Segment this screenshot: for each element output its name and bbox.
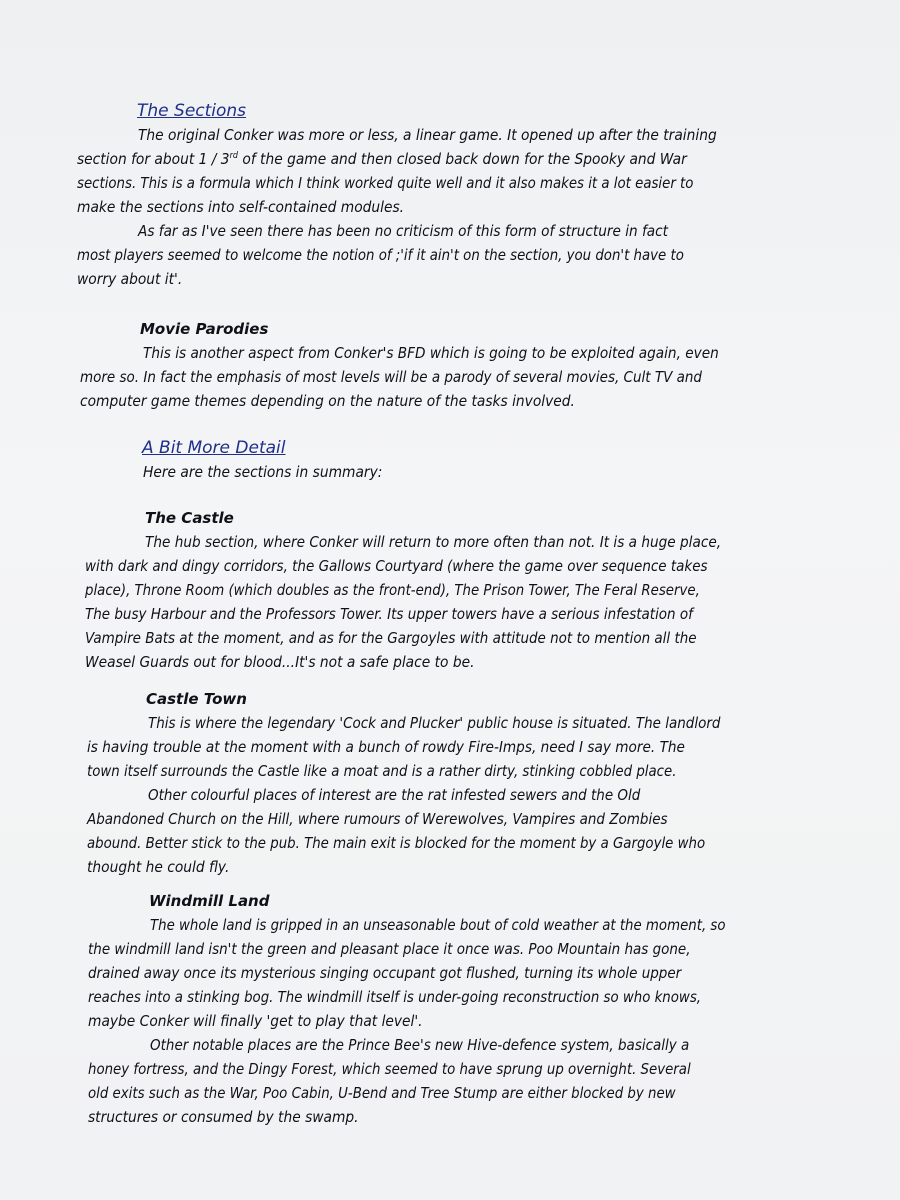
body-line: structures or consumed by the swamp. (88, 1108, 359, 1126)
body-line: This is where the legendary 'Cock and Plucker' public house is situated. The landlord (148, 714, 721, 732)
sections-heading: The Sections (137, 101, 247, 121)
body-line: Abandoned Church on the Hill, where rumours of Werewolves, Vampires and Zombies (87, 810, 668, 828)
body-line: honey fortress, and the Dingy Forest, which seemed to have sprung up overnight. Several (88, 1060, 691, 1078)
body-line: town itself surrounds the Castle like a moat and is a rather dirty, stinking cobbled place. (87, 762, 677, 780)
body-line: is having trouble at the moment with a bunch of rowdy Fire-Imps, need I say more. The (87, 738, 685, 756)
body-line: computer game themes depending on the nature of the tasks involved. (80, 392, 575, 410)
castle-heading: The Castle (145, 509, 234, 527)
body-line: worry about it'. (77, 270, 183, 288)
body-line: more so. In fact the emphasis of most levels will be a parody of several movies, Cult TV and (80, 368, 702, 386)
body-line: reaches into a stinking bog. The windmill itself is under-going reconstruction so who knows, (88, 988, 702, 1006)
detail-intro: Here are the sections in summary: (143, 463, 383, 481)
body-line: sections. This is a formula which I think worked quite well and it also makes it a lot easier to (77, 174, 694, 192)
body-line: old exits such as the War, Poo Cabin, U-Bend and Tree Stump are either blocked by new (88, 1084, 676, 1102)
body-line: maybe Conker will finally 'get to play that level'. (88, 1012, 423, 1030)
body-line: make the sections into self-contained modules. (77, 198, 405, 216)
detail-heading: A Bit More Detail (142, 438, 286, 458)
body-line: with dark and dingy corridors, the Gallows Courtyard (where the game over sequence takes (85, 557, 708, 575)
body-line: drained away once its mysterious singing occupant got flushed, turning its whole upper (88, 964, 682, 982)
body-line: most players seemed to welcome the notion of ;'if it ain't on the section, you don't have to (77, 246, 684, 264)
body-line: The busy Harbour and the Professors Tower. Its upper towers have a serious infestation of (85, 605, 693, 623)
body-line: Other notable places are the Prince Bee's new Hive-defence system, basically a (150, 1036, 690, 1054)
body-line: section for about 1 / 3rd of the game and then closed back down for the Spooky and War (77, 150, 687, 168)
superscript: rd (229, 150, 238, 161)
body-line: As far as I've seen there has been no criticism of this form of structure in fact (138, 222, 668, 240)
windmill-land-heading: Windmill Land (149, 892, 270, 910)
body-line: The hub section, where Conker will return to more often than not. It is a huge place, (145, 533, 722, 551)
body-line: the windmill land isn't the green and pleasant place it once was. Poo Mountain has gone, (88, 940, 691, 958)
body-line: place), Throne Room (which doubles as the front-end), The Prison Tower, The Feral Reserve, (85, 581, 700, 599)
body-line: Other colourful places of interest are the rat infested sewers and the Old (148, 786, 641, 804)
body-line: Vampire Bats at the moment, and as for the Gargoyles with attitude not to mention all the (85, 629, 697, 647)
castle-town-heading: Castle Town (146, 690, 247, 708)
movie-parodies-heading: Movie Parodies (140, 320, 269, 338)
body-line: The whole land is gripped in an unseasonable bout of cold weather at the moment, so (150, 916, 726, 934)
body-line: This is another aspect from Conker's BFD which is going to be exploited again, even (143, 344, 719, 362)
body-line: thought he could fly. (87, 858, 230, 876)
body-line: Weasel Guards out for blood...It's not a safe place to be. (85, 653, 475, 671)
body-line: abound. Better stick to the pub. The main exit is blocked for the moment by a Gargoyle who (87, 834, 706, 852)
body-line: The original Conker was more or less, a linear game. It opened up after the training (138, 126, 717, 144)
